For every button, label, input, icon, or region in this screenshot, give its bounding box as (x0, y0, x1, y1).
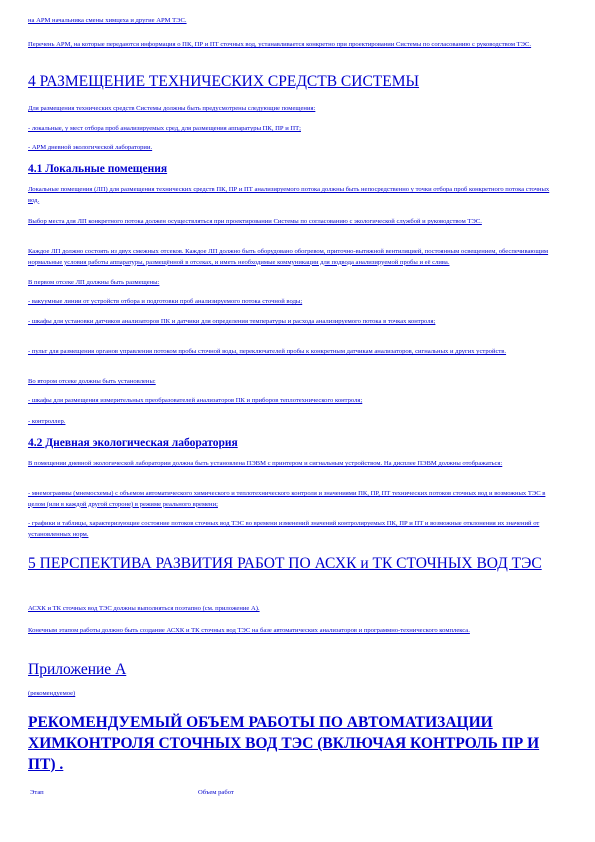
paragraph-first-compartment: В первом отсеке ЛП должны быть размещены: (28, 279, 160, 286)
paragraph-arm-shift: на АРМ начальника смены химцеха и другие АРМ ТЭС. (28, 17, 187, 24)
paragraph-arm-list: Перечень АРМ, на которые передаются информация о ПК, ПР и ПТ сточных вод, устанавливается конкретно при проектировании Системы по согласованию с руководством ТЭС. (28, 41, 532, 48)
section-4-2-heading[interactable]: 4.2 Дневная экологическая лаборатория (28, 437, 238, 449)
paragraph-mnemograms: - мнемограммы (мнемосхемы) с объемом автоматического химического и теплотехнического контроля и значениями ПК, ПР, ПТ технических потоков сточных вод и возможных ТЭС в целом (или в каждой другой стороне) в режиме реального времени; (28, 490, 546, 508)
paragraph-vacuum-lines: - вакуумные линии от устройств отбора и подготовки проб анализируемого потока сточной воды; (28, 298, 303, 305)
paragraph-controller: - контроллер. (28, 418, 66, 425)
paragraph-lab-arm: - АРМ дневной экологической лаборатории. (28, 144, 153, 151)
paragraph-lab-pc: В помещении дневной экологической лаборатории должна быть установлена ПЭВМ с принтером и сигнальным устройством. На дисплее ПЭВМ должны отображаться: (28, 460, 503, 467)
paragraph-control-panel: - пульт для размещения органов управления потоком пробы сточной воды, переключателей пробы к конкретным датчикам анализаторов, сигнальных и других устройств. (28, 348, 507, 355)
paragraph-final-stage: Конечным этапом работы должно быть создание АСХК и ТК сточных вод ТЭС на базе автоматических анализаторов и программно-технического комплекса. (28, 627, 470, 634)
paragraph-stages: АСХК и ТК сточных вод ТЭС должны выполняться поэтапно (см. приложение А). (28, 605, 260, 612)
appendix-recommended-label: (рекомендуемое) (28, 690, 76, 697)
paragraph-second-compartment: Во втором отсеке должны быть установлены: (28, 378, 156, 385)
paragraph-sensor-cabinets: - шкафы для установки датчиков анализаторов ПК и датчики для определения температуры и расхода анализируемого потока в точках контроля; (28, 318, 436, 325)
paragraph-two-compartments: Каждое ЛП должно состоять из двух смежных отсеков. Каждое ЛП должно быть оборудовано обогревом, приточно-вытяжной вентиляцией, постоянным освещением, обеспечивающим нормальные условия работы аппаратуры, размещённой в отсеках, и иметь необходимые коммуникации для подвода анализируемой пробы и её слива. (28, 248, 549, 266)
table-header-work-scope: Объем работ (198, 789, 234, 796)
paragraph-local-rooms: - локальные, у мест отбора проб анализируемых сред, для размещения аппаратуры ПК, ПР и ПТ; (28, 125, 301, 132)
section-4-1-heading[interactable]: 4.1 Локальные помещения (28, 163, 168, 175)
appendix-title[interactable]: РЕКОМЕНДУЕМЫЙ ОБЪЕМ РАБОТЫ ПО АВТОМАТИЗАЦИИ ХИМКОНТРОЛЯ СТОЧНЫХ ВОД ТЭС (ВКЛЮЧАЯ КОНТРОЛЬ ПР И ПТ) . (28, 714, 540, 773)
paragraph-location-choice: Выбор места для ЛП конкретного потока должен осуществляться при проектировании Системы по согласованию с экологической службой и руководством ТЭС. (28, 218, 482, 225)
paragraph-local-premises: Локальные помещения (ЛП) для размещения технических средств ПК, ПР и ПТ анализируемого потока должны быть непосредственно у точки отбора проб конкретного потока сточных вод. (28, 186, 550, 204)
appendix-a-heading[interactable]: Приложение А (28, 661, 127, 678)
paragraph-graphs-tables: - графики и таблицы, характеризующие состояние потоков сточных вод ТЭС во времени изменений значений контролируемых ПК, ПР и ПТ и возможные отклонения их значений от установленных норм. (28, 520, 540, 538)
section-5-heading[interactable]: 5 ПЕРСПЕКТИВА РАЗВИТИЯ РАБОТ ПО АСХК и ТК СТОЧНЫХ ВОД ТЭС (28, 555, 542, 572)
paragraph-converter-cabinets: - шкафы для размещения измерительных преобразователей анализаторов ПК и приборов теплотехнического контроля; (28, 397, 363, 404)
section-4-heading[interactable]: 4 РАЗМЕЩЕНИЕ ТЕХНИЧЕСКИХ СРЕДСТВ СИСТЕМЫ (28, 73, 420, 90)
table-header-stage: Этап (30, 789, 44, 796)
paragraph-premises-intro: Для размещения технических средств Системы должны быть предусмотрены следующие помещения: (28, 105, 316, 112)
